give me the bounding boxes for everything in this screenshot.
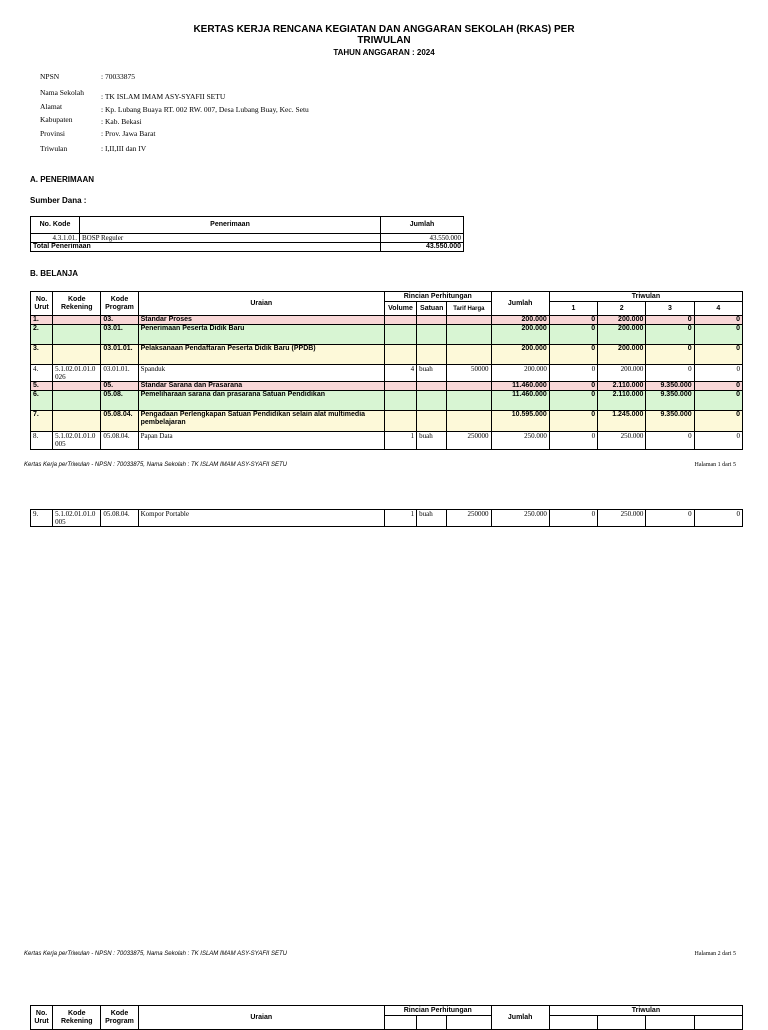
cell-t2: 2.110.000 [598, 382, 646, 391]
cell-rek [53, 411, 101, 432]
cell-t1: 0 [549, 345, 597, 365]
cell-vol [384, 411, 416, 432]
cell-tarif [447, 316, 491, 325]
cell-rek: 5.1.02.01.01.0005 [53, 432, 101, 450]
cell-nama: BOSP Reguler [80, 234, 381, 243]
belanja-table-page2 [30, 509, 743, 527]
cell-t1: 0 [549, 365, 597, 382]
cell-no: 6. [31, 391, 53, 411]
cell-t3: 0 [646, 345, 694, 365]
cell-t1: 0 [549, 382, 597, 391]
table-row [31, 411, 743, 432]
cell-t2: 2.110.000 [598, 391, 646, 411]
cell-t1: 0 [549, 411, 597, 432]
header-triwulan: Triwulan [549, 292, 742, 302]
cell-t2: 250.000 [598, 510, 646, 527]
header-t3: 3 [646, 302, 694, 316]
header-t4: 4 [694, 302, 742, 316]
cell-jumlah: 10.595.000 [491, 411, 549, 432]
cell-sat [417, 325, 447, 345]
cell-sat: buah [417, 432, 447, 450]
footer-page1: Kertas Kerja perTriwulan - NPSN : 70033875, Nama Sekolah : TK ISLAM IMAM ASY-SYAFII SETU [24, 462, 287, 468]
cell-t4: 0 [694, 391, 742, 411]
info-value: : Kab. Bekasi [101, 117, 142, 126]
footer-page1-number: Halaman 1 dari 5 [694, 462, 736, 468]
cell-t3: 9.350.000 [646, 411, 694, 432]
cell-tarif [447, 411, 491, 432]
cell-t4: 0 [694, 325, 742, 345]
cell-uraian: Standar Sarana dan Prasarana [138, 382, 384, 391]
cell-vol: 4 [384, 365, 416, 382]
cell-jumlah: 11.460.000 [491, 382, 549, 391]
info-label: Triwulan [40, 144, 68, 153]
section-a-heading: A. PENERIMAAN [30, 175, 95, 184]
header-kode-rekening: Kode Rekening [53, 292, 101, 316]
cell-t3: 9.350.000 [646, 382, 694, 391]
header-t2: 2 [598, 302, 646, 316]
info-label: Nama Sekolah [40, 88, 84, 97]
cell-t4: 0 [694, 382, 742, 391]
header-no-urut: No. Urut [31, 292, 53, 316]
cell-tarif: 250000 [447, 510, 491, 527]
cell-sat [417, 411, 447, 432]
cell-jumlah: 250.000 [491, 510, 549, 527]
table-row [31, 391, 743, 411]
cell-rek: 5.1.02.01.01.0005 [53, 510, 101, 527]
cell-t4: 0 [694, 510, 742, 527]
info-value: : TK ISLAM IMAM ASY-SYAFII SETU [101, 92, 226, 101]
cell-rek [53, 316, 101, 325]
cell-jumlah: 200.000 [491, 345, 549, 365]
cell-prog: 05.08.04. [101, 510, 138, 527]
total-value: 43.550.000 [381, 243, 464, 252]
cell-no: 8. [31, 432, 53, 450]
header-volume: Volume [384, 302, 416, 316]
cell-tarif [447, 391, 491, 411]
cell-t1: 0 [549, 325, 597, 345]
cell-vol [384, 325, 416, 345]
table-row [31, 316, 743, 325]
cell-sat: buah [417, 365, 447, 382]
info-value: : Kp. Lubang Buaya RT. 002 RW. 007, Desa Lubang Buay, Kec. Setu [101, 105, 309, 114]
cell-jumlah: 200.000 [491, 316, 549, 325]
header-no-urut: No. Urut [31, 1006, 53, 1030]
penerimaan-table [30, 216, 464, 252]
fiscal-year: TAHUN ANGGARAN : 2024 [333, 48, 435, 57]
cell-t4: 0 [694, 432, 742, 450]
cell-t2: 200.000 [598, 316, 646, 325]
cell-jumlah: 200.000 [491, 365, 549, 382]
header-kode-program: Kode Program [101, 292, 138, 316]
header-satuan: Satuan [417, 302, 447, 316]
cell-uraian: Pemeliharaan sarana dan prasarana Satuan Pendidikan [138, 391, 384, 411]
header-kode-rekening: Kode Rekening [53, 1006, 101, 1030]
cell-sat: buah [417, 510, 447, 527]
cell-uraian: Pengadaan Perlengkapan Satuan Pendidikan selain alat multimedia pembelajaran [138, 411, 384, 432]
header-no-kode: No. Kode [31, 217, 80, 234]
footer-page2: Kertas Kerja perTriwulan - NPSN : 70033875, Nama Sekolah : TK ISLAM IMAM ASY-SYAFII SETU [24, 951, 287, 957]
cell-prog: 05.08. [101, 391, 138, 411]
cell-sat [417, 345, 447, 365]
info-label: NPSN [40, 72, 60, 81]
cell-jumlah: 250.000 [491, 432, 549, 450]
cell-tarif: 50000 [447, 365, 491, 382]
header-triwulan: Triwulan [549, 1006, 742, 1016]
belanja-table [30, 291, 743, 450]
cell-uraian: Papan Data [138, 432, 384, 450]
cell-t4: 0 [694, 316, 742, 325]
cell-t3: 0 [646, 325, 694, 345]
cell-t1: 0 [549, 391, 597, 411]
cell-t3: 0 [646, 365, 694, 382]
cell-tarif: 250000 [447, 432, 491, 450]
cell-t4: 0 [694, 411, 742, 432]
cell-t3: 0 [646, 432, 694, 450]
info-value: : Prov. Jawa Barat [101, 129, 156, 138]
footer-page2-number: Halaman 2 dari 5 [694, 951, 736, 957]
belanja-table-page3-header [30, 1005, 743, 1030]
table-row [31, 365, 743, 382]
table-row [31, 382, 743, 391]
sumber-dana-label: Sumber Dana : [30, 196, 87, 205]
cell-jumlah: 200.000 [491, 325, 549, 345]
cell-t1: 0 [549, 432, 597, 450]
header-jumlah: Jumlah [491, 292, 549, 316]
header-uraian: Uraian [138, 292, 384, 316]
cell-t3: 0 [646, 510, 694, 527]
header-jumlah: Jumlah [491, 1006, 549, 1030]
cell-prog: 05. [101, 382, 138, 391]
table-row [31, 345, 743, 365]
info-label: Provinsi [40, 129, 66, 138]
cell-jumlah: 11.460.000 [491, 391, 549, 411]
cell-vol [384, 391, 416, 411]
cell-sat [417, 382, 447, 391]
report-title: KERTAS KERJA RENCANA KEGIATAN DAN ANGGARAN SEKOLAH (RKAS) PER [193, 24, 575, 35]
table-row [31, 510, 743, 527]
info-label: Kabupaten [40, 115, 73, 124]
header-rincian: Rincian Perhitungan [384, 1006, 491, 1016]
cell-t3: 9.350.000 [646, 391, 694, 411]
cell-tarif [447, 345, 491, 365]
cell-t2: 250.000 [598, 432, 646, 450]
cell-sat [417, 391, 447, 411]
cell-sat [417, 316, 447, 325]
cell-vol: 1 [384, 510, 416, 527]
cell-t2: 200.000 [598, 365, 646, 382]
cell-no: 3. [31, 345, 53, 365]
cell-uraian: Spanduk [138, 365, 384, 382]
header-t1: 1 [549, 302, 597, 316]
info-label: Alamat [40, 102, 63, 111]
cell-no: 4. [31, 365, 53, 382]
cell-no: 9. [31, 510, 53, 527]
header-kode-program: Kode Program [101, 1006, 138, 1030]
cell-no: 1. [31, 316, 53, 325]
section-b-heading: B. BELANJA [30, 269, 79, 278]
cell-uraian: Standar Proses [138, 316, 384, 325]
cell-rek: 5.1.02.01.01.0026 [53, 365, 101, 382]
header-jumlah: Jumlah [381, 217, 464, 234]
header-uraian: Uraian [138, 1006, 384, 1030]
cell-no: 7. [31, 411, 53, 432]
cell-t1: 0 [549, 510, 597, 527]
cell-no: 5. [31, 382, 53, 391]
cell-uraian: Pelaksanaan Pendaftaran Peserta Didik Baru (PPDB) [138, 345, 384, 365]
header-tarif: Tarif Harga [447, 302, 491, 316]
cell-uraian: Penerimaan Peserta Didik Baru [138, 325, 384, 345]
total-row [31, 243, 464, 252]
cell-t2: 200.000 [598, 325, 646, 345]
info-value: : I,II,III dan IV [101, 144, 147, 153]
cell-rek [53, 391, 101, 411]
cell-prog: 05.08.04. [101, 411, 138, 432]
cell-tarif [447, 382, 491, 391]
cell-prog: 03.01.01. [101, 345, 138, 365]
cell-t4: 0 [694, 365, 742, 382]
total-label: Total Penerimaan [31, 243, 381, 252]
cell-t4: 0 [694, 345, 742, 365]
cell-t1: 0 [549, 316, 597, 325]
cell-prog: 05.08.04. [101, 432, 138, 450]
cell-prog: 03. [101, 316, 138, 325]
cell-vol [384, 382, 416, 391]
cell-vol: 1 [384, 432, 416, 450]
cell-t3: 0 [646, 316, 694, 325]
cell-prog: 03.01. [101, 325, 138, 345]
cell-uraian: Kompor Portable [138, 510, 384, 527]
cell-t2: 1.245.000 [598, 411, 646, 432]
cell-tarif [447, 325, 491, 345]
cell-kode: 4.3.1.01. [31, 234, 80, 243]
table-row [31, 432, 743, 450]
table-row [31, 234, 464, 243]
cell-no: 2. [31, 325, 53, 345]
cell-jumlah: 43.550.000 [381, 234, 464, 243]
cell-t2: 200.000 [598, 345, 646, 365]
cell-prog: 03.01.01. [101, 365, 138, 382]
table-row [31, 325, 743, 345]
cell-rek [53, 325, 101, 345]
header-rincian: Rincian Perhitungan [384, 292, 491, 302]
header-penerimaan: Penerimaan [80, 217, 381, 234]
info-value: : 70033875 [101, 72, 135, 81]
cell-vol [384, 345, 416, 365]
cell-vol [384, 316, 416, 325]
cell-rek [53, 382, 101, 391]
cell-rek [53, 345, 101, 365]
report-title-line2: TRIWULAN [357, 35, 411, 46]
